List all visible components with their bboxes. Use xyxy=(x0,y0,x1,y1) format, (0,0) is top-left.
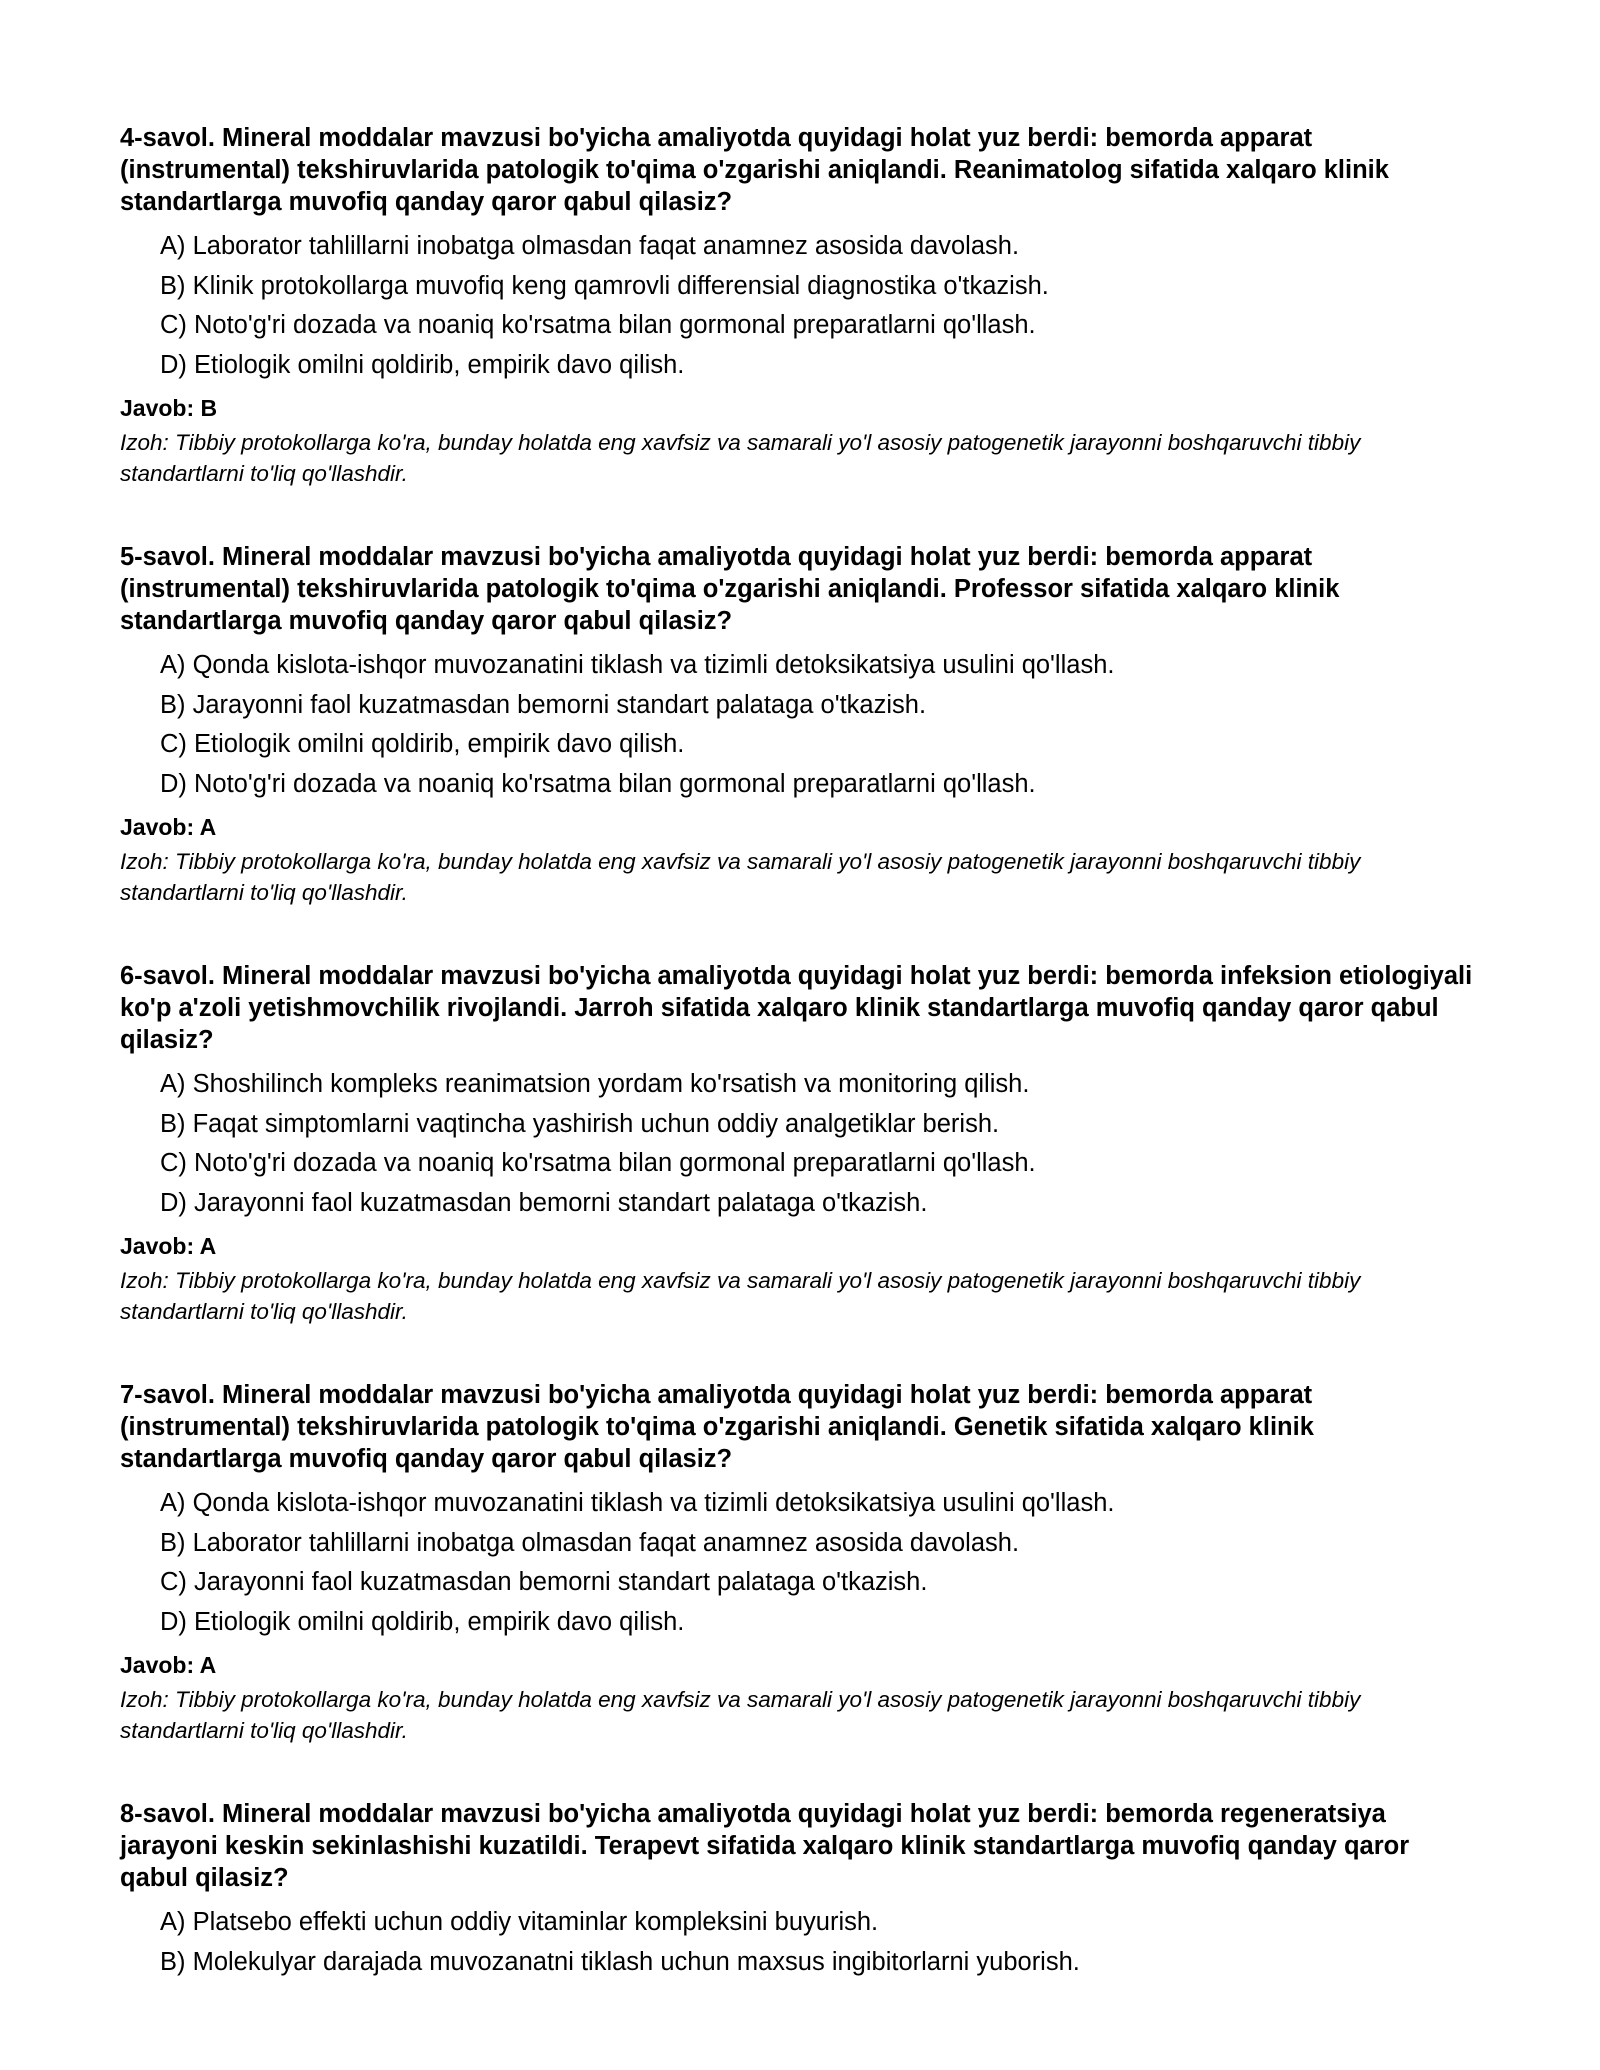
question-block xyxy=(120,122,1480,489)
question-block xyxy=(120,541,1480,908)
option-d: D) Etiologik omilni qoldirib, empirik davo qilish. xyxy=(160,1607,685,1636)
option-d: D) Etiologik omilni qoldirib, empirik davo qilish. xyxy=(160,350,685,379)
option-a: A) Platsebo effekti uchun oddiy vitaminlar kompleksini buyurish. xyxy=(160,1908,879,1936)
option-list xyxy=(120,1903,1480,1982)
answer-line: Javob: A xyxy=(120,814,217,840)
option-list xyxy=(120,1065,1480,1223)
option-d: D) Noto'g'ri dozada va noaniq ko'rsatma bilan gormonal preparatlarni qo'llash. xyxy=(160,769,1036,798)
question-block xyxy=(120,1379,1480,1746)
answer-line: Javob: B xyxy=(120,395,218,421)
option-c: C) Noto'g'ri dozada va noaniq ko'rsatma bilan gormonal preparatlarni qo'llash. xyxy=(160,1149,1036,1177)
question-block xyxy=(120,1798,1480,1982)
question-title: 6-savol. Mineral moddalar mavzusi bo'yicha amaliyotda quyidagi holat yuz berdi: bemorda infeksion etiologiyali ko'p a'zoli yetishmovchilik rivojlandi. Jarroh sifatida xalqaro klinik standartlarga muvofiq qanday qaror qabul qilasiz? xyxy=(120,962,1473,1054)
option-c: C) Etiologik omilni qoldirib, empirik davo qilish. xyxy=(160,730,685,758)
option-list xyxy=(120,646,1480,804)
answer-line: Javob: A xyxy=(120,1652,217,1678)
option-a: A) Qonda kislota-ishqor muvozanatini tiklash va tizimli detoksikatsiya usulini qo'llash. xyxy=(160,651,1115,679)
option-list xyxy=(120,1484,1480,1642)
option-b: B) Klinik protokollarga muvofiq keng qamrovli differensial diagnostika o'tkazish. xyxy=(160,271,1049,300)
option-b: B) Jarayonni faol kuzatmasdan bemorni standart palataga o'tkazish. xyxy=(160,690,927,719)
question-block xyxy=(120,960,1480,1327)
option-d: D) Jarayonni faol kuzatmasdan bemorni standart palataga o'tkazish. xyxy=(160,1188,928,1217)
explanation-note: Izoh: Tibbiy protokollarga ko'ra, bunday holatda eng xavfsiz va samarali yo'l asosiy patogenetik jarayonni boshqaruvchi tibbiy standartlarni to'liq qo'llashdir. xyxy=(120,1687,1361,1743)
explanation-note: Izoh: Tibbiy protokollarga ko'ra, bunday holatda eng xavfsiz va samarali yo'l asosiy patogenetik jarayonni boshqaruvchi tibbiy standartlarni to'liq qo'llashdir. xyxy=(120,1268,1361,1324)
document-page xyxy=(120,122,1480,2034)
option-b: B) Laborator tahlillarni inobatga olmasdan faqat anamnez asosida davolash. xyxy=(160,1528,1020,1557)
answer-line: Javob: A xyxy=(120,1233,217,1259)
option-a: A) Laborator tahlillarni inobatga olmasdan faqat anamnez asosida davolash. xyxy=(160,232,1020,260)
option-b: B) Molekulyar darajada muvozanatni tiklash uchun maxsus ingibitorlarni yuborish. xyxy=(160,1947,1080,1976)
option-b: B) Faqat simptomlarni vaqtincha yashirish uchun oddiy analgetiklar berish. xyxy=(160,1109,1000,1138)
question-title: 5-savol. Mineral moddalar mavzusi bo'yicha amaliyotda quyidagi holat yuz berdi: bemorda apparat (instrumental) tekshiruvlarida patologik to'qima o'zgarishi aniqlandi. Professor sifatida xalqaro klinik standartlarga muvofiq qanday qaror qabul qilasiz? xyxy=(120,543,1340,635)
question-title: 8-savol. Mineral moddalar mavzusi bo'yicha amaliyotda quyidagi holat yuz berdi: bemorda regeneratsiya jarayoni keskin sekinlashishi kuzatildi. Terapevt sifatida xalqaro klinik standartlarga muvofiq qanday qaror qabul qilasiz? xyxy=(120,1800,1410,1892)
option-c: C) Jarayonni faol kuzatmasdan bemorni standart palataga o'tkazish. xyxy=(160,1568,928,1596)
option-a: A) Shoshilinch kompleks reanimatsion yordam ko'rsatish va monitoring qilish. xyxy=(160,1070,1030,1098)
question-title: 4-savol. Mineral moddalar mavzusi bo'yicha amaliyotda quyidagi holat yuz berdi: bemorda apparat (instrumental) tekshiruvlarida patologik to'qima o'zgarishi aniqlandi. Reanimatolog sifatida xalqaro klinik standartlarga muvofiq qanday qaror qabul qilasiz? xyxy=(120,124,1389,216)
explanation-note: Izoh: Tibbiy protokollarga ko'ra, bunday holatda eng xavfsiz va samarali yo'l asosiy patogenetik jarayonni boshqaruvchi tibbiy standartlarni to'liq qo'llashdir. xyxy=(120,849,1361,905)
option-c: C) Noto'g'ri dozada va noaniq ko'rsatma bilan gormonal preparatlarni qo'llash. xyxy=(160,311,1036,339)
option-a: A) Qonda kislota-ishqor muvozanatini tiklash va tizimli detoksikatsiya usulini qo'llash. xyxy=(160,1489,1115,1517)
question-title: 7-savol. Mineral moddalar mavzusi bo'yicha amaliyotda quyidagi holat yuz berdi: bemorda apparat (instrumental) tekshiruvlarida patologik to'qima o'zgarishi aniqlandi. Genetik sifatida xalqaro klinik standartlarga muvofiq qanday qaror qabul qilasiz? xyxy=(120,1381,1314,1473)
explanation-note: Izoh: Tibbiy protokollarga ko'ra, bunday holatda eng xavfsiz va samarali yo'l asosiy patogenetik jarayonni boshqaruvchi tibbiy standartlarni to'liq qo'llashdir. xyxy=(120,430,1361,486)
option-list xyxy=(120,227,1480,385)
